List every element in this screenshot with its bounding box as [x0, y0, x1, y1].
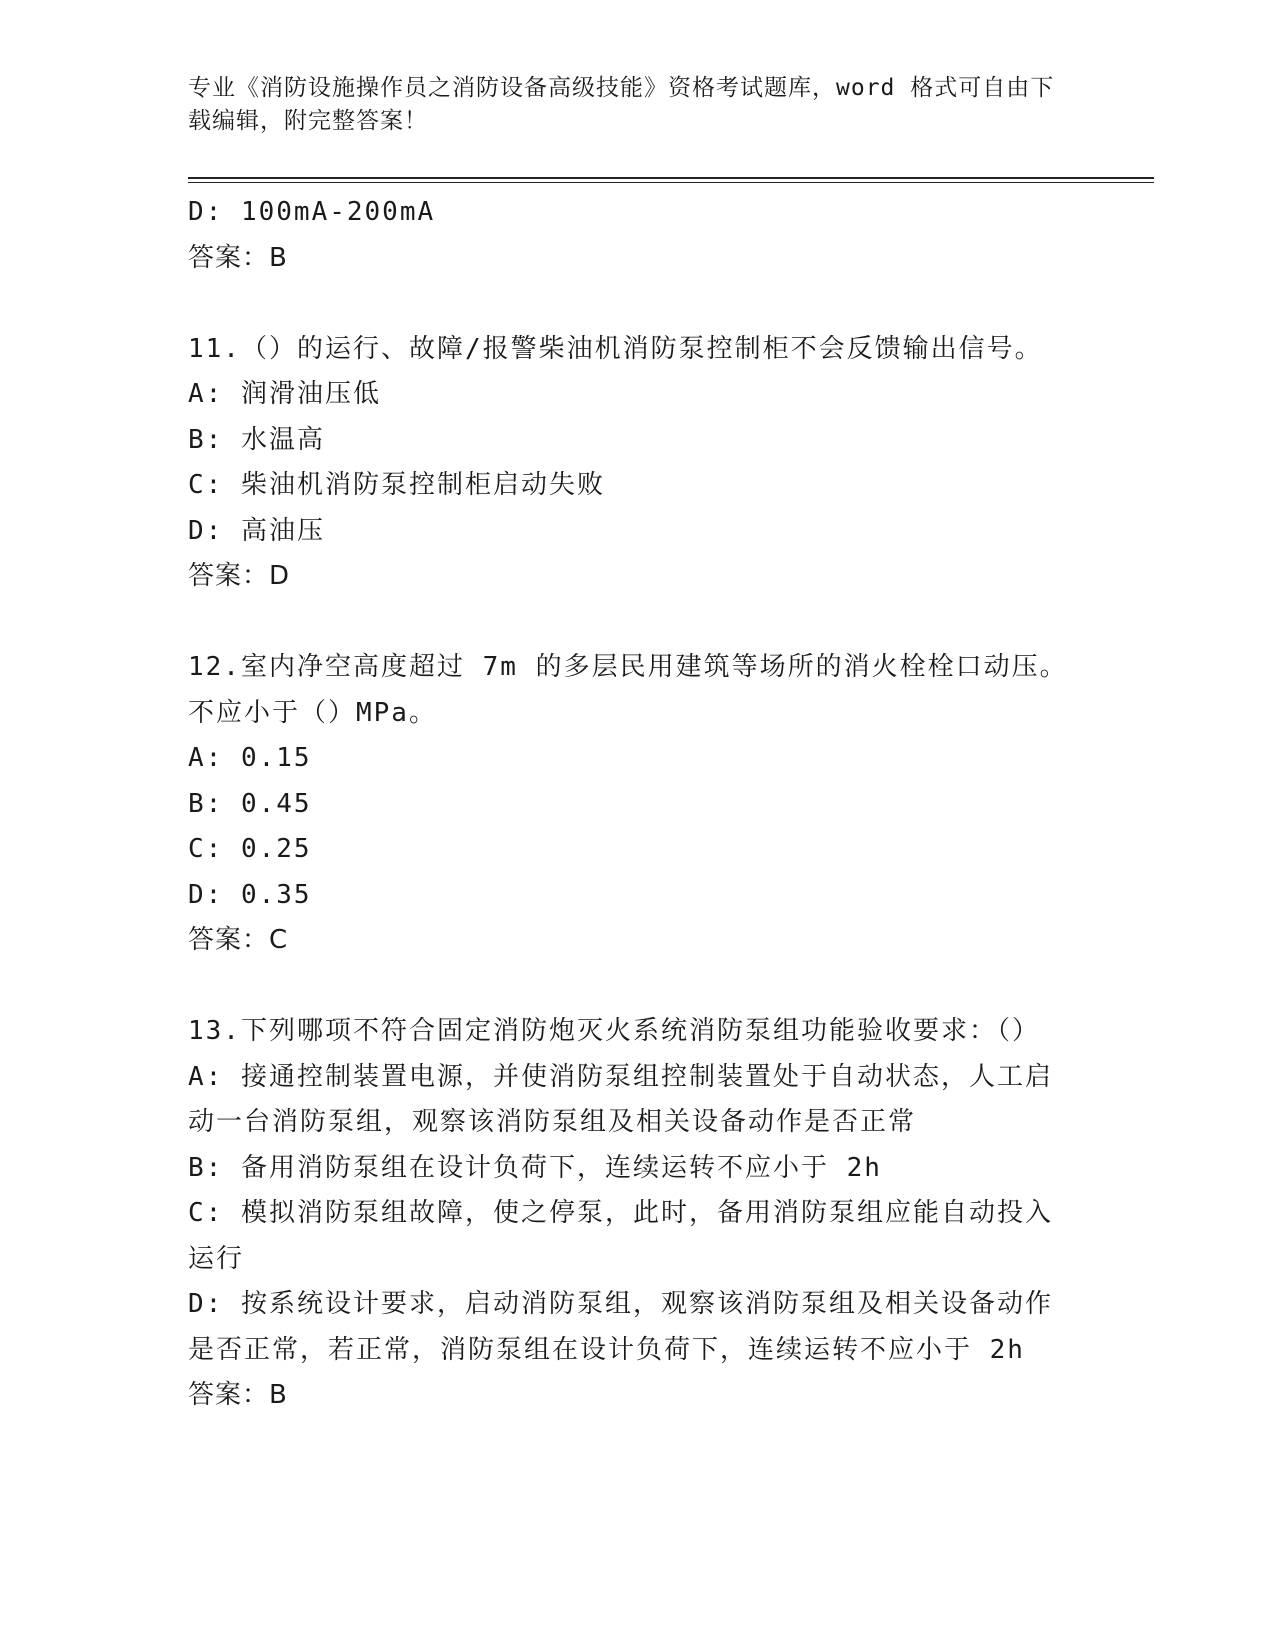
- option-d: D: 100mA-200mA: [188, 197, 436, 227]
- header-rule-thick: [188, 177, 1154, 179]
- option-c-line-2: 运行: [188, 1243, 245, 1274]
- question-12: [188, 645, 1088, 964]
- question-10-tail: [188, 190, 1088, 281]
- option-b: B: 备用消防泵组在设计负荷下，连续运转不应小于 2h: [188, 1152, 882, 1183]
- question-stem: 13.下列哪项不符合固定消防炮灭火系统消防泵组功能验收要求：（）: [188, 1016, 1040, 1046]
- option-b: B: 0.45: [188, 788, 312, 819]
- option-c: C: 0.25: [188, 834, 312, 864]
- question-13: [188, 1009, 1088, 1419]
- header-rule-thin: [188, 182, 1154, 183]
- spacer: [188, 964, 1088, 1010]
- answer-line: 答案：B: [188, 242, 288, 273]
- question-stem: 11.（）的运行、故障/报警柴油机消防泵控制柜不会反馈输出信号。: [188, 333, 1043, 364]
- option-d: D: 高油压: [188, 515, 325, 546]
- question-stem-line-1: 12.室内净空高度超过 7m 的多层民用建筑等场所的消火栓栓口动压。: [188, 652, 1068, 682]
- option-b: B: 水温高: [188, 424, 325, 455]
- header-line-2: 载编辑，附完整答案！: [188, 108, 428, 134]
- option-a: A: 润滑油压低: [188, 379, 381, 409]
- option-c-line-1: C: 模拟消防泵组故障，使之停泵，此时，备用消防泵组应能自动投入: [188, 1198, 1053, 1228]
- question-stem-line-2: 不应小于（）MPa。: [188, 697, 437, 728]
- option-d-line-1: D: 按系统设计要求，启动消防泵组，观察该消防泵组及相关设备动作: [188, 1289, 1053, 1319]
- header-line-1: 专业《消防设施操作员之消防设备高级技能》资格考试题库，word 格式可自由下: [188, 75, 1055, 101]
- question-11: [188, 327, 1088, 600]
- option-a-line-2: 动一台消防泵组，观察该消防泵组及相关设备动作是否正常: [188, 1107, 917, 1137]
- document-header: [188, 72, 1068, 138]
- answer-line: 答案：D: [188, 561, 291, 591]
- question-content: [188, 190, 1088, 1419]
- option-d-line-2: 是否正常，若正常，消防泵组在设计负荷下，连续运转不应小于 2h: [188, 1334, 1025, 1365]
- answer-line: 答案：C: [188, 925, 289, 955]
- spacer: [188, 281, 1088, 327]
- option-a: A: 0.15: [188, 743, 312, 773]
- spacer: [188, 600, 1088, 646]
- option-d: D: 0.35: [188, 879, 312, 910]
- option-c: C: 柴油机消防泵控制柜启动失败: [188, 470, 605, 500]
- option-a-line-1: A: 接通控制装置电源，并使消防泵组控制装置处于自动状态，人工启: [188, 1061, 1053, 1092]
- answer-line: 答案：B: [188, 1380, 288, 1410]
